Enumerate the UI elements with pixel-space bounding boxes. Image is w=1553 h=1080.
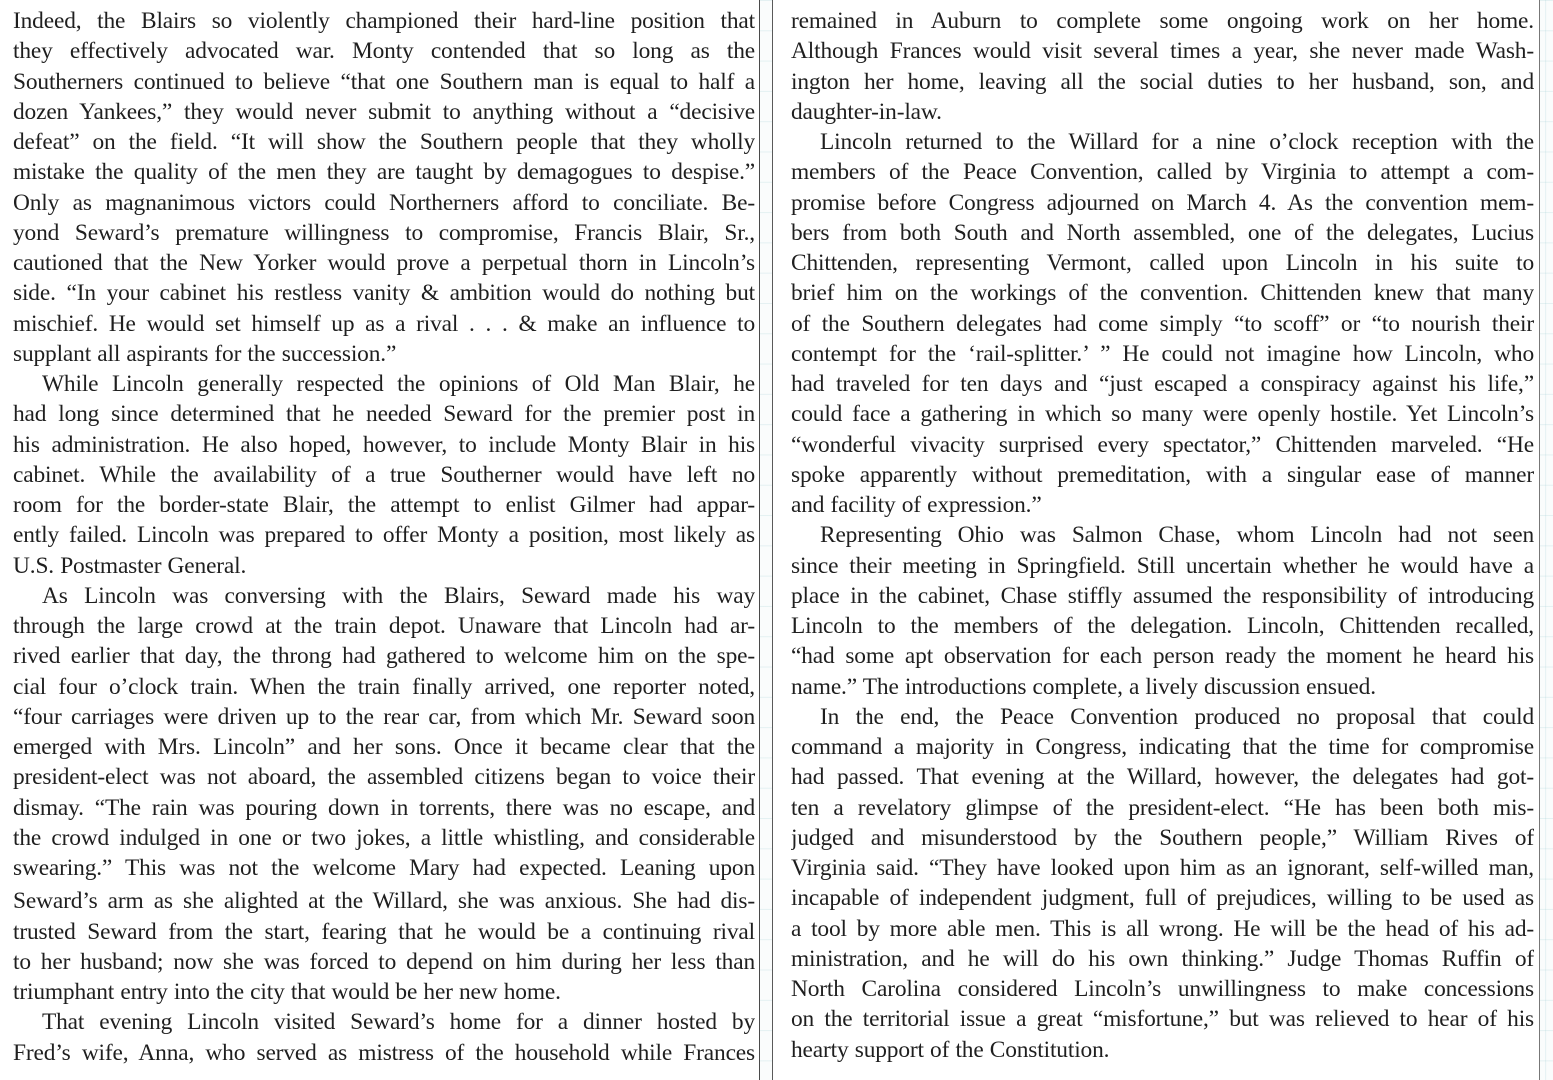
text-line: cabinet. While the availability of a true Southerner would have left no <box>13 461 755 488</box>
text-line: dozen Yankees,” they would never submit to anything without a “decisive <box>13 98 755 125</box>
text-line: As Lincoln was conversing with the Blairs, Seward made his way <box>42 582 755 609</box>
text-line: had long since determined that he needed Seward for the premier post in <box>13 401 755 428</box>
text-line: since their meeting in Springfield. Still uncertain whether he would have a <box>791 552 1534 579</box>
text-line: place in the cabinet, Chase stiffly assumed the responsibility of introducing <box>791 582 1534 609</box>
text-line: hearty support of the Constitution. <box>791 1036 1110 1063</box>
text-line: swearing.” This was not the welcome Mary had expected. Leaning upon <box>13 855 755 881</box>
text-line: emerged with Mrs. Lincoln” and her sons. Once it became clear that the <box>13 734 755 760</box>
text-line: Lincoln returned to the Willard for a nine o’clock reception with the <box>820 129 1534 155</box>
text-line: to her husband; now she was forced to depend on him during her less than <box>13 948 755 975</box>
text-line: Lincoln to the members of the delegation. Lincoln, Chittenden recalled, <box>791 613 1534 639</box>
text-line: mistake the quality of the men they are taught by demagogues to despise.” <box>13 159 755 186</box>
text-line: cautioned that the New Yorker would prove a perpetual thorn in Lincoln’s <box>13 250 755 276</box>
text-line: a tool by more able men. This is all wrong. He will be the head of his ad- <box>791 915 1534 942</box>
text-line: yond Seward’s premature willingness to compromise, Francis Blair, Sr., <box>13 219 755 246</box>
text-line: “wonderful vivacity surprised every spectator,” Chittenden marveled. “He <box>791 431 1534 458</box>
text-line: room for the border-state Blair, the attempt to enlist Gilmer had appar- <box>13 492 755 518</box>
left-page-text <box>13 6 755 1068</box>
text-line: ministration, and he will do his own thinking.” Judge Thomas Ruffin of <box>791 945 1534 972</box>
text-line: “had some apt observation for each person ready the moment he heard his <box>791 643 1534 670</box>
text-line: judged and misunderstood by the Southern people,” William Rives of <box>791 824 1534 851</box>
text-line: North Carolina considered Lincoln’s unwillingness to make concessions <box>791 976 1534 1002</box>
text-line: had traveled for ten days and “just escaped a conspiracy against his life,” <box>791 371 1534 397</box>
text-line: side. “In your cabinet his restless vanity & ambition would do nothing but <box>13 280 755 307</box>
text-line: of the Southern delegates had come simply “to scoff” or “to nourish their <box>791 310 1534 337</box>
text-line: on the territorial issue a great “misfortune,” but was relieved to hear of his <box>791 1006 1534 1033</box>
text-line: Southerners continued to believe “that one Southern man is equal to half a <box>13 68 755 95</box>
left-page <box>0 0 760 1080</box>
text-line: Chittenden, representing Vermont, called upon Lincoln in his suite to <box>791 250 1534 276</box>
text-line: Seward’s arm as she alighted at the Willard, she was anxious. She had dis- <box>13 888 755 915</box>
text-line: name.” The introductions complete, a lively discussion ensued. <box>791 673 1376 700</box>
text-line: members of the Peace Convention, called by Virginia to attempt a com- <box>791 159 1534 186</box>
right-page-text <box>791 6 1534 1065</box>
text-line: command a majority in Congress, indicating that the time for compromise <box>791 734 1534 760</box>
text-line: Virginia said. “They have looked upon him as an ignorant, self-willed man, <box>791 855 1534 881</box>
text-line: daughter-in-law. <box>791 98 942 125</box>
text-line: ten a revelatory glimpse of the president-elect. “He has been both mis- <box>791 794 1534 821</box>
text-line: his administration. He also hoped, however, to include Monty Blair in his <box>13 431 755 458</box>
text-line: ently failed. Lincoln was prepared to offer Monty a position, most likely as <box>13 522 755 549</box>
text-line: mischief. He would set himself up as a rival . . . & make an influence to <box>13 310 755 337</box>
text-line: U.S. Postmaster General. <box>13 552 247 579</box>
text-line: Although Frances would visit several times a year, she never made Wash- <box>791 38 1534 65</box>
text-line: ington her home, leaving all the social duties to her husband, son, and <box>791 68 1534 95</box>
text-line: promise before Congress adjourned on March 4. As the convention mem- <box>791 189 1534 216</box>
text-line: president-elect was not aboard, the assembled citizens began to voice their <box>13 764 755 791</box>
text-line: they effectively advocated war. Monty contended that so long as the <box>13 38 755 65</box>
text-line: supplant all aspirants for the succession.” <box>13 340 397 367</box>
text-line: defeat” on the field. “It will show the Southern people that they wholly <box>13 129 755 155</box>
text-line: Representing Ohio was Salmon Chase, whom Lincoln had not seen <box>820 522 1534 549</box>
text-line: trusted Seward from the start, fearing that he would be a continuing rival <box>13 918 755 945</box>
text-line: That evening Lincoln visited Seward’s home for a dinner hosted by <box>42 1009 755 1036</box>
text-line: through the large crowd at the train depot. Unaware that Lincoln had ar- <box>13 613 755 639</box>
right-page <box>772 0 1540 1080</box>
text-line: and facility of expression.” <box>791 492 1042 518</box>
text-line: brief him on the workings of the convention. Chittenden knew that many <box>791 280 1534 307</box>
text-line: contempt for the ‘rail-splitter.’ ” He could not imagine how Lincoln, who <box>791 340 1534 367</box>
text-line: had passed. That evening at the Willard, however, the delegates had got- <box>791 764 1534 791</box>
text-line: Indeed, the Blairs so violently championed their hard-line position that <box>13 8 755 34</box>
text-line: In the end, the Peace Convention produced no proposal that could <box>820 703 1534 730</box>
text-line: could face a gathering in which so many were openly hostile. Yet Lincoln’s <box>791 401 1534 428</box>
text-line: spoke apparently without premeditation, with a singular ease of manner <box>791 461 1534 488</box>
text-line: rived earlier that day, the throng had gathered to welcome him on the spe- <box>13 643 755 670</box>
text-line: remained in Auburn to complete some ongoing work on her home. <box>791 8 1534 34</box>
text-line: Fred’s wife, Anna, who served as mistress of the household while Frances <box>13 1039 755 1066</box>
text-line: bers from both South and North assembled, one of the delegates, Lucius <box>791 219 1534 246</box>
text-line: While Lincoln generally respected the opinions of Old Man Blair, he <box>42 371 755 397</box>
text-line: dismay. “The rain was pouring down in torrents, there was no escape, and <box>13 794 755 821</box>
text-line: Only as magnanimous victors could Northerners afford to conciliate. Be- <box>13 189 755 216</box>
text-line: “four carriages were driven up to the rear car, from which Mr. Seward soon <box>13 703 755 730</box>
text-line: cial four o’clock train. When the train finally arrived, one reporter noted, <box>13 673 755 700</box>
text-line: incapable of independent judgment, full of prejudices, willing to be used as <box>791 885 1534 912</box>
text-line: the crowd indulged in one or two jokes, a little whistling, and considerable <box>13 824 755 851</box>
text-line: triumphant entry into the city that would be her new home. <box>13 979 561 1005</box>
